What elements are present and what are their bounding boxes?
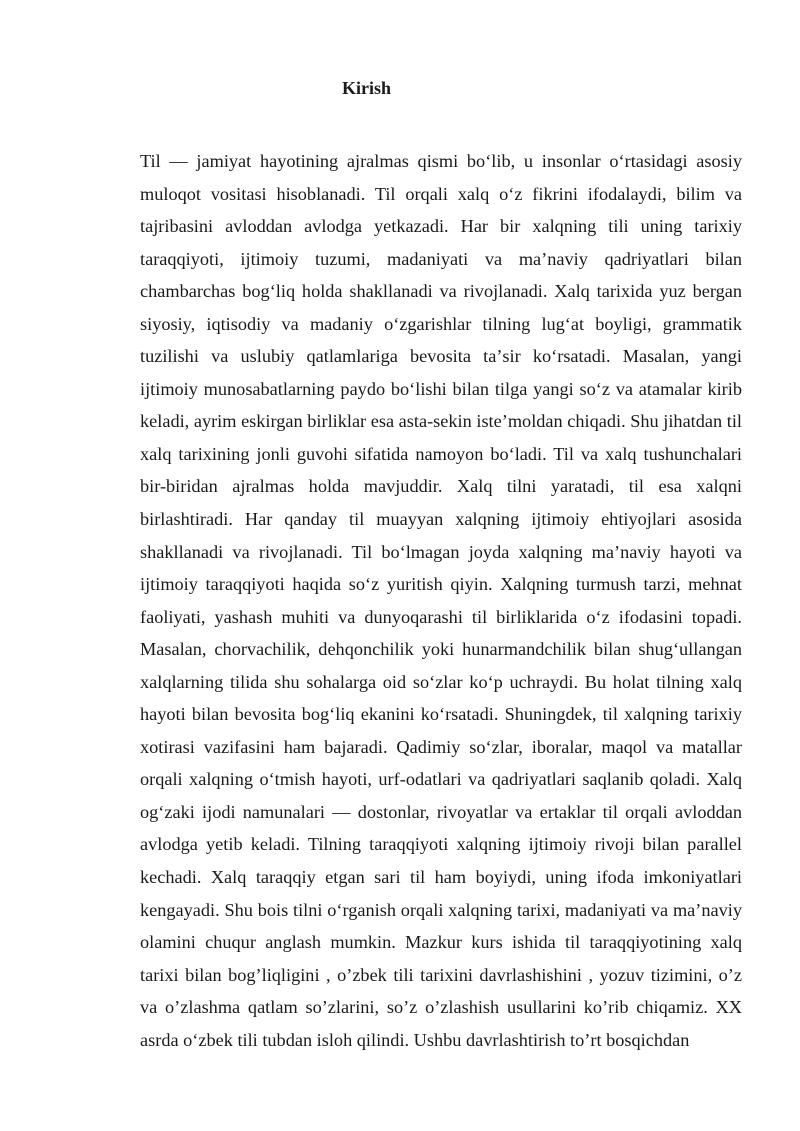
body-paragraph: Til — jamiyat hayotining ajralmas qismi boʻlib, u insonlar oʻrtasidagi asosiy muloqot vositasi hisoblanadi. Til orqali xalq oʻz fikrini ifodalaydi, bilim va tajribasini avloddan avlodga yetkazadi. Har bir xalqning tili uning tarixiy taraqqiyoti, ijtimoiy tuzumi, madaniyati va maʼnaviy qadriyatlari bilan chambarchas bogʻliq holda shakllanadi va rivojlanadi. Xalq tarixida yuz bergan siyosiy, iqtisodiy va madaniy oʻzgarishlar tilning lugʻat boyligi, grammatik tuzilishi va uslubiy qatlamlariga bevosita taʼsir koʻrsatadi. Masalan, yangi ijtimoiy munosabatlarning paydo boʻlishi bilan tilga yangi soʻz va atamalar kirib keladi, ayrim eskirgan birliklar esa asta-sekin isteʼmoldan chiqadi. Shu jihatdan til xalq tarixining jonli guvohi sifatida namoyon boʻladi. Til va xalq tushunchalari bir-biridan ajralmas holda mavjuddir. Xalq tilni yaratadi, til esa xalqni birlashtiradi. Har qanday til muayyan xalqning ijtimoiy ehtiyojlari asosida shakllanadi va rivojlanadi. Til boʻlmagan joyda xalqning maʼnaviy hayoti va ijtimoiy taraqqiyoti haqida soʻz yuritish qiyin. Xalqning turmush tarzi, mehnat faoliyati, yashash muhiti va dunyoqarashi til birliklarida oʻz ifodasini topadi. Masalan, chorvachilik, dehqonchilik yoki hunarmandchilik bilan shugʻullangan xalqlarning tilida shu sohalarga oid soʻzlar koʻp uchraydi. Bu holat tilning xalq hayoti bilan bevosita bogʻliq ekanini koʻrsatadi. Shuningdek, til xalqning tarixiy xotirasi vazifasini ham bajaradi. Qadimiy soʻzlar, iboralar, maqol va matallar orqali xalqning oʻtmish hayoti, urf-odatlari va qadriyatlari saqlanib qoladi. Xalq ogʻzaki ijodi namunalari — dostonlar, rivoyatlar va ertaklar til orqali avloddan avlodga yetib keladi. Tilning taraqqiyoti xalqning ijtimoiy rivoji bilan parallel kechadi. Xalq taraqqiy etgan sari til ham boyiydi, uning ifoda imkoniyatlari kengayadi. Shu bois tilni oʻrganish orqali xalqning tarixi, madaniyati va maʼnaviy olamini chuqur anglash mumkin. Mazkur kurs ishida til taraqqiyotining xalq tarixi bilan bog’liqligini , o’zbek tili tarixini davrlashishini , yozuv tizimini, o’z va o’zlashma qatlam so’zlarini, so’z o’zlashish usullarini ko’rib chiqamiz. XX asrda oʻzbek tili tubdan isloh qilindi. Ushbu davrlashtirish to’rt bosqichdan [140,151,742,1050]
section-heading: Kirish [341,78,391,98]
